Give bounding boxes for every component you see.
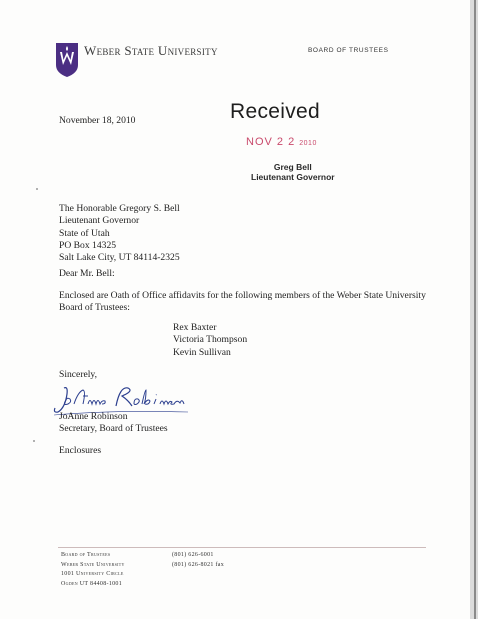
address-line: State of Utah: [59, 227, 110, 239]
footer-fax: (801) 626-8021 fax: [172, 561, 225, 568]
received-stamp-date: [246, 136, 317, 148]
letter-date: November 18, 2010: [59, 115, 136, 126]
stamp-month: NOV: [246, 136, 273, 148]
members-list: [173, 322, 247, 359]
body-paragraph-line1: Enclosed are Oath of Office affidavits for the following members of the Weber State University: [59, 290, 426, 301]
recipient-address: [59, 203, 180, 264]
footer-divider: [58, 547, 426, 548]
footer-address-line: 1001 University Circle: [61, 571, 124, 577]
scan-speck: [36, 188, 38, 190]
stamp-day: 2 2: [276, 136, 296, 148]
member-name: Rex Baxter: [173, 322, 217, 333]
footer-address-line: Weber State University: [61, 561, 125, 568]
enclosures-note: Enclosures: [59, 445, 102, 456]
footer-address-line: Ogden UT 84408-1001: [61, 580, 123, 587]
body-paragraph-line2: Board of Trustees:: [59, 302, 130, 313]
address-line: Salt Lake City, UT 84114-2325: [59, 252, 180, 264]
stamp-name-line1: Greg Bell: [273, 162, 312, 172]
member-name: Victoria Thompson: [173, 334, 248, 346]
closing: Sincerely,: [59, 369, 98, 380]
address-line: The Honorable Gregory S. Bell: [59, 203, 180, 214]
footer-phone: (801) 626-6001: [172, 552, 214, 558]
signer-name: JoAnne Robinson: [59, 411, 128, 422]
received-stamp-name: [251, 162, 335, 182]
stamp-name-line2: Lieutenant Governor: [251, 172, 335, 182]
footer-address-line: Board of Trustees: [61, 552, 111, 558]
salutation: Dear Mr. Bell:: [59, 268, 115, 279]
page-edge-shadow: [474, 0, 476, 619]
department-name: BOARD OF TRUSTEES: [308, 47, 389, 54]
address-line: Lieutenant Governor: [59, 215, 140, 227]
received-stamp-title: Received: [230, 100, 320, 123]
signer-title: Secretary, Board of Trustees: [59, 423, 168, 434]
member-name: Kevin Sullivan: [173, 346, 231, 358]
address-line: PO Box 14325: [59, 239, 117, 251]
scan-speck: [33, 440, 35, 442]
stamp-year: 2010: [299, 140, 317, 147]
university-name: Weber State University: [84, 43, 218, 58]
footer-contact: [172, 551, 224, 570]
weber-state-shield-logo: [56, 43, 78, 77]
footer-address: [61, 551, 125, 589]
